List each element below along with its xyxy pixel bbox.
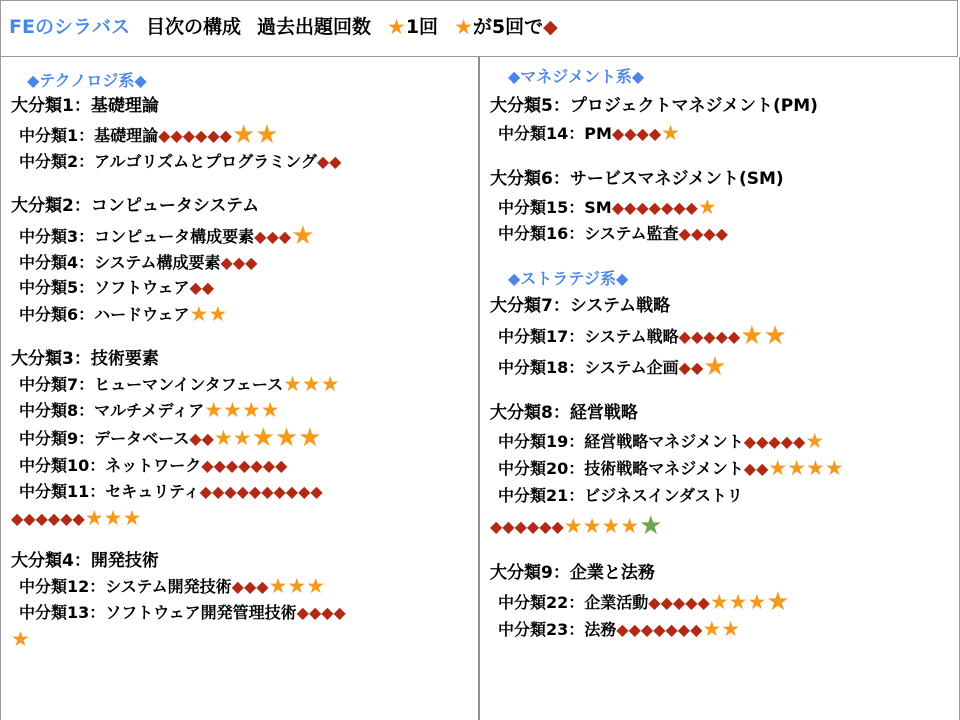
diamond-marks: ◆◆◆◆◆◆◆◆◆◆ xyxy=(199,482,323,501)
major-category-5: 大分類5：プロジェクトマネジメント(PM) xyxy=(490,96,818,116)
technology-column xyxy=(0,57,480,720)
star-marks-large: ★ xyxy=(766,587,790,617)
star-marks: ★★ xyxy=(231,120,279,150)
star-marks: ★★★ xyxy=(283,372,340,396)
sub-category-15 xyxy=(498,196,717,219)
star-marks-large: ★★★ xyxy=(251,423,322,453)
sub-category-21-cont xyxy=(490,511,663,541)
star-marks: ★★★ xyxy=(268,574,326,598)
sub-category-label: 中分類3：コンピュータ構成要素 xyxy=(19,227,255,246)
diamond-marks: ◆◆◆◆ xyxy=(611,124,662,143)
sub-category-label: 中分類19：経営戦略マネジメント xyxy=(498,432,744,451)
diamond-marks: ◆◆ xyxy=(743,459,769,478)
diamond-icon: ◆ xyxy=(543,16,558,38)
diamond-marks: ◆◆ xyxy=(316,152,342,171)
star-marks: ★★ xyxy=(189,302,228,326)
sub-category-label: 中分類14：PM xyxy=(498,124,612,143)
sub-category-6 xyxy=(19,303,227,326)
sub-category-label: 中分類17：システム戦略 xyxy=(498,327,679,346)
sub-category-2 xyxy=(19,151,341,173)
diamond-marks: ◆◆◆◆◆◆◆ xyxy=(201,456,288,475)
sub-category-19 xyxy=(498,430,824,453)
sub-category-3 xyxy=(19,221,315,251)
star-marks: ★★ xyxy=(213,426,252,450)
sub-category-8 xyxy=(19,399,280,422)
legend-five-times: が5回で xyxy=(472,16,544,38)
sub-category-4 xyxy=(19,252,257,274)
sub-category-16 xyxy=(498,223,728,245)
sub-category-label: 中分類22：企業活動 xyxy=(498,593,649,612)
sub-category-label: 中分類7：ヒューマンインタフェース xyxy=(19,375,284,394)
green-star-icon: ★ xyxy=(639,511,663,541)
sub-category-7 xyxy=(19,373,340,396)
title-line xyxy=(9,15,558,39)
major-category-3: 大分類3：技術要素 xyxy=(11,349,159,369)
sub-category-13 xyxy=(19,602,346,624)
major-category-4: 大分類4：開発技術 xyxy=(11,551,159,571)
sub-category-label: 中分類18：システム企画 xyxy=(498,358,679,377)
star-icon: ★ xyxy=(454,15,473,39)
diamond-marks: ◆◆ xyxy=(189,429,214,448)
major-category-2: 大分類2：コンピュータシステム xyxy=(11,196,260,216)
star-marks: ★★ xyxy=(740,321,787,351)
sub-category-label: 中分類6：ハードウェア xyxy=(19,305,190,324)
major-category-8: 大分類8：経営戦略 xyxy=(490,403,638,423)
sub-category-label: 中分類10：ネットワーク xyxy=(19,456,202,475)
title-bar xyxy=(0,0,958,57)
diamond-marks: ◆◆◆◆◆ xyxy=(678,327,741,346)
sub-category-12 xyxy=(19,575,325,598)
diamond-marks: ◆◆◆◆◆◆◆ xyxy=(616,620,703,639)
star-marks: ★★★★ xyxy=(204,398,280,422)
major-category-1: 大分類1：基礎理論 xyxy=(11,96,159,116)
star-marks: ★ xyxy=(11,627,30,651)
diamond-marks: ◆◆◆◆◆◆ xyxy=(490,517,564,536)
star-icon: ★ xyxy=(387,15,406,39)
diamond-marks: ◆◆◆◆◆ xyxy=(648,593,710,612)
diamond-marks: ◆◆◆ xyxy=(220,253,258,272)
star-marks: ★ xyxy=(703,352,727,382)
sub-category-9 xyxy=(19,423,322,453)
sub-category-21 xyxy=(498,485,743,507)
star-marks: ★★★★ xyxy=(563,514,640,538)
sub-category-13-cont xyxy=(11,628,30,651)
diamond-marks: ◆◆◆◆◆◆ xyxy=(11,509,85,528)
sub-category-17 xyxy=(498,321,787,351)
sub-category-1 xyxy=(19,120,279,150)
sub-category-label: 中分類9：データベース xyxy=(19,429,190,448)
management-strategy-column xyxy=(480,57,960,720)
star-marks: ★★ xyxy=(702,617,741,641)
star-marks: ★ xyxy=(661,121,680,145)
diamond-marks: ◆◆ xyxy=(189,278,215,297)
sub-category-label: 中分類5：ソフトウェア xyxy=(19,278,190,297)
star-marks: ★★★ xyxy=(84,506,142,530)
sub-category-label: 中分類23：法務 xyxy=(498,620,617,639)
sub-category-label: 中分類1：基礎理論 xyxy=(19,126,159,145)
sub-category-label: 中分類20：技術戦略マネジメント xyxy=(498,459,744,478)
category-management: ◆マネジメント系◆ xyxy=(508,67,645,86)
sub-category-label: 中分類2：アルゴリズムとプログラミング xyxy=(19,152,317,171)
sub-category-label: 中分類12：システム開発技術 xyxy=(19,577,232,596)
legend-one-time: 1回 xyxy=(405,16,439,38)
sub-category-14 xyxy=(498,122,680,145)
sub-category-label: 中分類13：ソフトウェア開発管理技術 xyxy=(19,603,297,622)
toc-structure-title: 目次の構成 xyxy=(145,16,241,38)
star-marks: ★★★★ xyxy=(768,456,844,480)
sub-category-11-cont xyxy=(11,507,141,530)
sub-category-label: 中分類15：SM xyxy=(498,198,612,217)
star-marks: ★★★ xyxy=(709,590,767,614)
major-category-6: 大分類6：サービスマネジメント(SM) xyxy=(490,169,784,189)
sub-category-label: 中分類11：セキュリティ xyxy=(19,482,200,501)
major-category-9: 大分類9：企業と法務 xyxy=(490,563,655,583)
diamond-marks: ◆◆◆◆ xyxy=(678,224,728,243)
sub-category-11 xyxy=(19,481,323,503)
major-category-7: 大分類7：システム戦略 xyxy=(490,296,671,316)
category-technology: ◆テクノロジ系◆ xyxy=(27,71,147,90)
diamond-marks: ◆◆◆ xyxy=(231,577,269,596)
sub-category-20 xyxy=(498,457,844,480)
sub-category-label: 中分類16：システム監査 xyxy=(498,224,679,243)
sub-category-10 xyxy=(19,455,287,477)
sub-category-5 xyxy=(19,277,214,299)
sub-category-22 xyxy=(498,587,790,617)
star-marks: ★ xyxy=(291,221,315,251)
diamond-marks: ◆◆ xyxy=(678,358,704,377)
diamond-marks: ◆◆◆◆ xyxy=(296,603,346,622)
sub-category-label: 中分類8：マルチメディア xyxy=(19,401,205,420)
fe-syllabus-title: FEのシラバス xyxy=(9,16,130,38)
diamond-marks: ◆◆◆◆◆◆◆ xyxy=(611,198,698,217)
sub-category-23 xyxy=(498,618,740,641)
past-count-label: 過去出題回数 xyxy=(256,16,371,38)
sub-category-label: 中分類4：システム構成要素 xyxy=(19,253,221,272)
star-marks: ★ xyxy=(805,429,825,453)
star-marks: ★ xyxy=(697,195,717,219)
category-strategy: ◆ストラテジ系◆ xyxy=(508,269,629,288)
sub-category-18 xyxy=(498,352,727,382)
diamond-marks: ◆◆◆ xyxy=(254,227,292,246)
diamond-marks: ◆◆◆◆◆ xyxy=(743,432,806,451)
sub-category-label: 中分類21：ビジネスインダストリ xyxy=(498,486,743,505)
diamond-marks: ◆◆◆◆◆◆ xyxy=(158,126,232,145)
